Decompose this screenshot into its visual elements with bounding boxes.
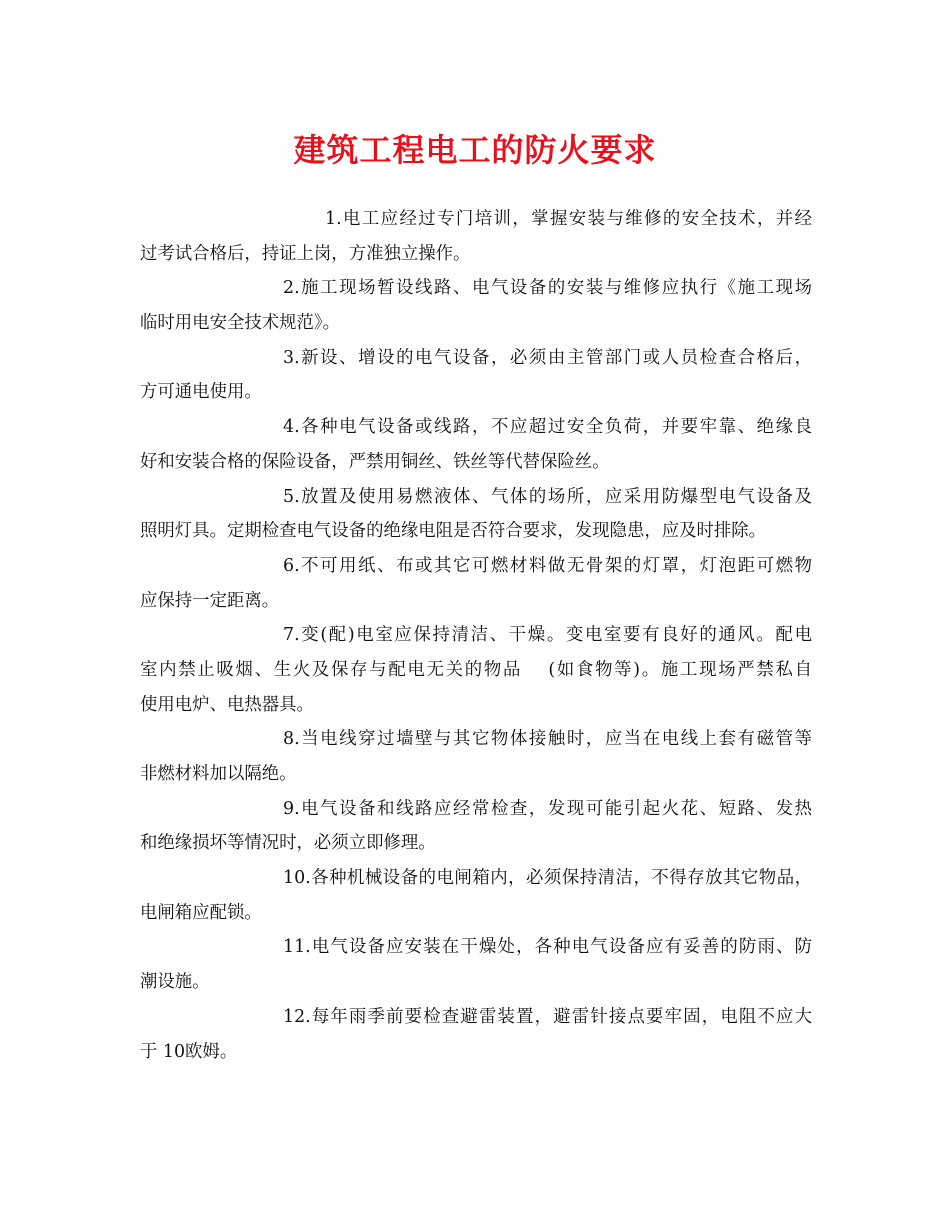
item-line: 过考试合格后，持证上岗，方准独立操作。	[140, 243, 471, 264]
item-line: 11.电气设备应安装在干燥处，各种电气设备应有妥善的防雨、防	[283, 937, 812, 958]
item-line: 6.不可用纸、布或其它可燃材料做无骨架的灯罩，灯泡距可燃物	[283, 555, 812, 576]
item-line: 于 10欧姆。	[140, 1041, 238, 1062]
item-line: 2.施工现场暂设线路、电气设备的安装与维修应执行《施工现场	[283, 278, 812, 299]
list-item	[140, 618, 812, 722]
list-item	[140, 341, 812, 410]
item-line: 应保持一定距离。	[140, 590, 280, 611]
list-item	[140, 549, 812, 618]
item-line: 5.放置及使用易燃液体、气体的场所，应采用防爆型电气设备及	[283, 486, 812, 507]
item-line: 临时用电安全技术规范》。	[140, 313, 340, 334]
list-item	[140, 480, 812, 549]
list-item	[140, 410, 812, 479]
list-item	[140, 1000, 812, 1069]
item-line: 3.新设、增设的电气设备，必须由主管部门或人员检查合格后，	[283, 347, 812, 368]
list-item	[140, 792, 812, 861]
item-line: 7.变(配)电室应保持清洁、干燥。变电室要有良好的通风。配电	[283, 625, 812, 646]
document-body	[140, 202, 812, 1069]
item-line: 10.各种机械设备的电闸箱内，必须保持清洁，不得存放其它物品，	[283, 868, 812, 889]
document-title: 建筑工程电工的防火要求	[293, 131, 657, 169]
item-line: 1.电工应经过专门培训，掌握安装与维修的安全技术，并经	[325, 209, 812, 229]
list-item	[140, 861, 812, 930]
item-line: 9.电气设备和线路应经常检查，发现可能引起火花、短路、发热	[283, 798, 812, 819]
list-item	[140, 930, 812, 999]
item-line: 好和安装合格的保险设备，严禁用铜丝、铁丝等代替保险丝。	[140, 451, 610, 472]
list-item	[140, 202, 812, 271]
item-line: 使用电炉、电热器具。	[140, 694, 314, 715]
item-line: 方可通电使用。	[140, 382, 262, 403]
list-item	[140, 722, 812, 791]
list-item	[140, 271, 812, 340]
item-line: 8.当电线穿过墙壁与其它物体接触时，应当在电线上套有磁管等	[283, 729, 812, 750]
item-line: 4.各种电气设备或线路，不应超过安全负荷，并要牢靠、绝缘良	[283, 417, 812, 438]
item-line: 室内禁止吸烟、生火及保存与配电无关的物品 (如食物等)。施工现场严禁私自	[140, 659, 812, 680]
item-line: 照明灯具。定期检查电气设备的绝缘电阻是否符合要求，发现隐患，应及时排除。	[140, 521, 767, 542]
item-line: 潮设施。	[140, 972, 210, 993]
item-line: 和绝缘损坏等情况时，必须立即修理。	[140, 833, 436, 854]
item-line: 非燃材料加以隔绝。	[140, 764, 297, 784]
item-line: 电闸箱应配锁。	[140, 902, 262, 923]
item-line: 12.每年雨季前要检查避雷装置，避雷针接点要牢固，电阻不应大	[283, 1006, 812, 1027]
